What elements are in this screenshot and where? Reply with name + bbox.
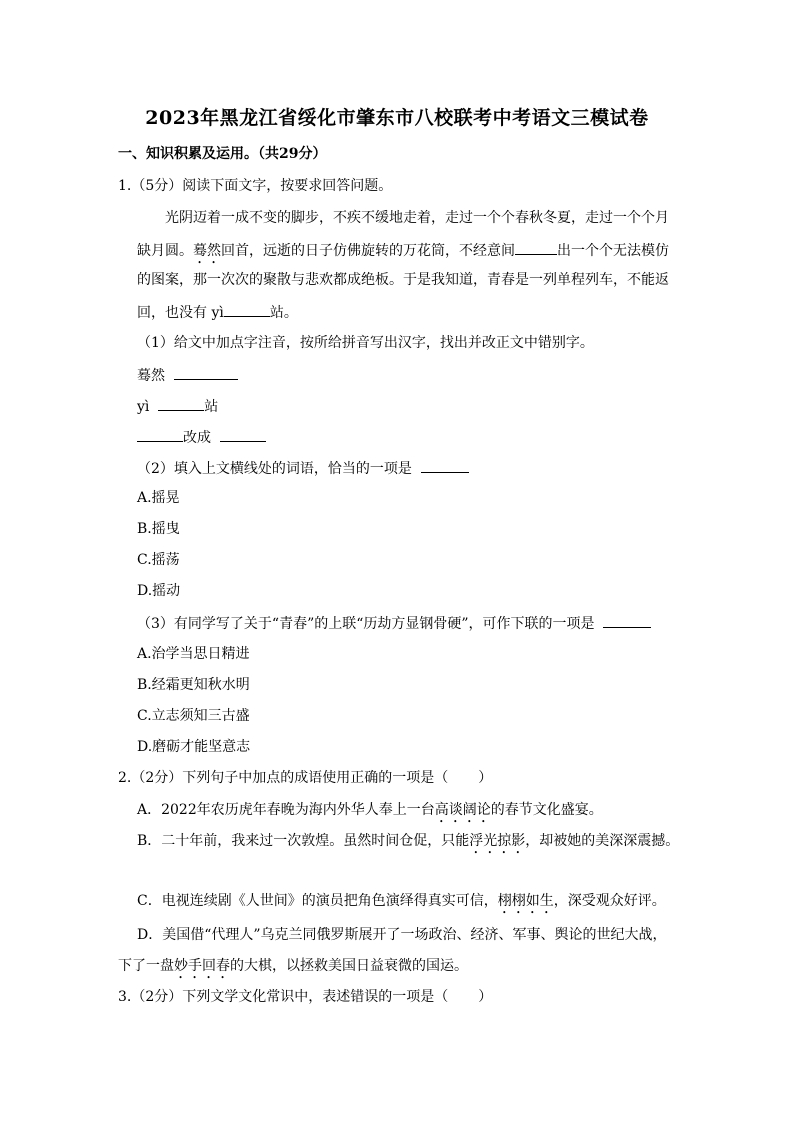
passage-line-3: 的图案，那一次次的聚散与悲欢都成绝板。于是我知道，青春是一列单程列车，不能返	[137, 272, 669, 288]
option-a: A.摇晃	[137, 490, 180, 506]
answer-blank[interactable]	[603, 612, 651, 628]
page-title: 2023年黑龙江省绥化市肇东市八校联考中考语文三模试卷	[145, 107, 649, 129]
answer-blank[interactable]	[421, 457, 469, 473]
option-d: D.磨砺才能坚意志	[137, 739, 251, 755]
option-b: B．二十年前，我来过一次敦煌。虽然时间仓促，只能浮光掠影，却被她的美深深震撼。	[137, 833, 680, 849]
answer-blank[interactable]	[174, 364, 238, 380]
option-d: D．美国借“代理人”乌克兰同俄罗斯展开了一场政治、经济、军事、舆论的世纪大战，	[137, 927, 667, 943]
question-3-stem: 3.（2分）下列文学文化常识中，表述错误的一项是（ ）	[118, 989, 493, 1005]
option-a: A.治学当思日精进	[137, 646, 250, 662]
sub-question-3: （3）有同学写了关于“青春”的上联“历劫方显钢骨硬”，可作下联的一项是	[137, 612, 651, 634]
dotted-idiom: 高谈阔论	[434, 802, 491, 818]
fill-blank[interactable]	[224, 301, 270, 317]
passage-line-2: 缺月圆。蓦然回首，远逝的日子仿佛旋转的万花筒，不经意间 出一个个无法模仿	[137, 239, 669, 267]
option-b: B.经霜更知秋水明	[137, 677, 250, 693]
fill-blank[interactable]	[515, 239, 557, 255]
answer-blank[interactable]	[137, 426, 183, 442]
dotted-idiom: 妙手回春	[174, 958, 230, 974]
option-c: C．电视连续剧《人世间》的演员把角色演绎得真实可信，栩栩如生，深受观众好评。	[137, 893, 666, 909]
passage-line-1: 光阴迈着一成不变的脚步，不疾不缓地走着，走过一个个春秋冬夏，走过一个个月	[165, 210, 669, 226]
option-d: D.摇动	[137, 583, 181, 599]
dotted-word: 蓦然	[193, 243, 221, 259]
sub-question-2: （2）填入上文横线处的词语，恰当的一项是	[137, 457, 469, 479]
answer-line-3: 改成	[137, 426, 266, 448]
passage-line-4: 回，也没有 yì 站。	[137, 301, 298, 323]
section-heading: 一、知识积累及运用。（共29分）	[118, 146, 327, 162]
question-2-stem: 2.（2分）下列句子中加点的成语使用正确的一项是（ ）	[118, 770, 493, 786]
answer-blank[interactable]	[158, 395, 204, 411]
option-d-continued: 下了一盘妙手回春的大棋，以拯救美国日益衰微的国运。	[118, 958, 468, 974]
dotted-idiom: 栩栩如生	[497, 893, 554, 909]
question-1-stem: 1.（5分）阅读下面文字，按要求回答问题。	[118, 178, 393, 194]
sub-question-1: （1）给文中加点字注音，按所给拼音写出汉字，找出并改正文中错别字。	[137, 335, 594, 351]
option-c: C.摇荡	[137, 552, 180, 568]
answer-blank[interactable]	[220, 426, 266, 442]
dotted-idiom: 浮光掠影	[469, 833, 526, 849]
answer-line-1: 蓦然	[137, 364, 238, 386]
option-a: A．2022年农历虎年春晚为海内外华人奉上一台高谈阔论的春节文化盛宴。	[137, 802, 603, 818]
option-b: B.摇曳	[137, 521, 180, 537]
answer-line-2: yì 站	[137, 395, 218, 417]
option-c: C.立志须知三古盛	[137, 708, 250, 724]
